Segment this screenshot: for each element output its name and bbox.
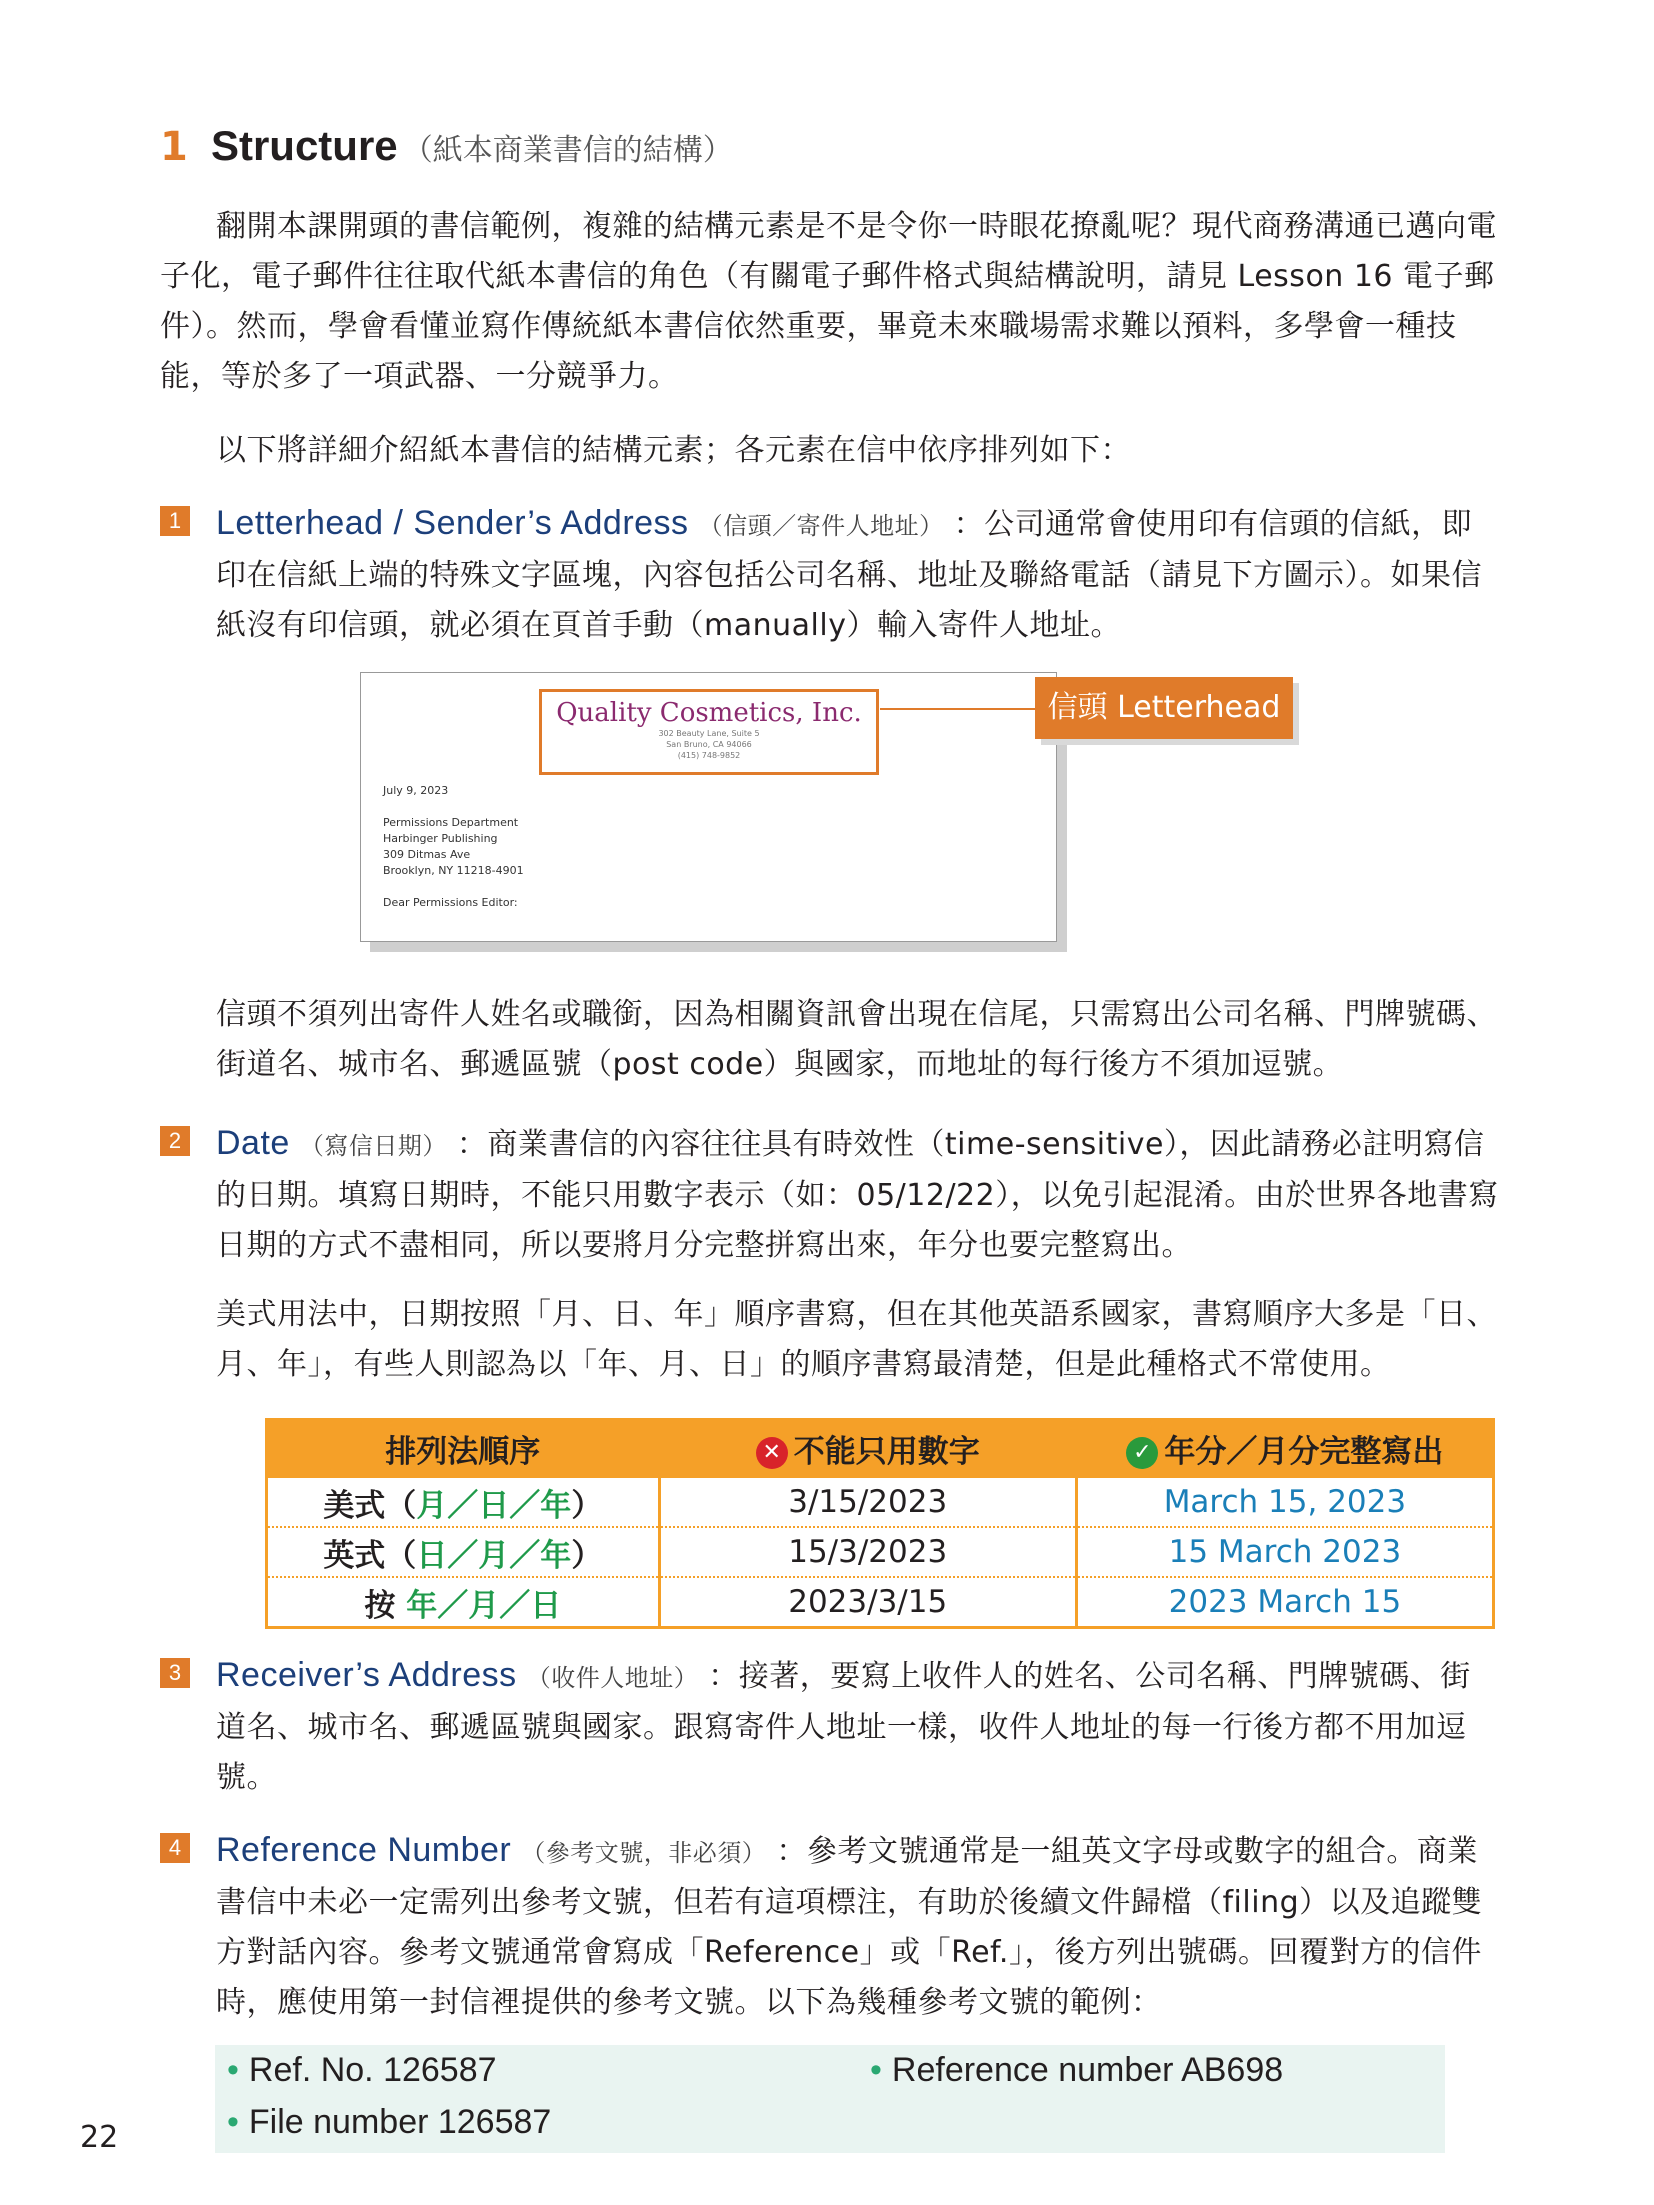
letter-greeting: Dear Permissions Editor:	[383, 896, 518, 909]
item-subtitle: （信頭／寄件人地址）	[698, 512, 944, 540]
format-cell: 按 年／月／日	[267, 1577, 660, 1628]
reference-examples	[215, 2045, 1445, 2153]
letterhead-address-2: San Bruno, CA 94066	[666, 740, 752, 749]
item-title: Reference Number	[216, 1831, 512, 1869]
format-cell: 英式（日／月／年）	[267, 1527, 660, 1577]
letter-recipient-line: Brooklyn, NY 11218-4901	[383, 864, 524, 877]
item-title: Receiver’s Address	[216, 1656, 517, 1694]
table-row	[267, 1577, 1494, 1628]
intro-paragraph-1: 翻開本課開頭的書信範例，複雜的結構元素是不是令你一時眼花撩亂呢？現代商務溝通已邁向電子化，電子郵件往往取代紙本書信的角色（有關電子郵件格式與結構說明，請見 Lesson 16 電子郵件）。然而，學會看懂並寫作傳統紙本書信依然重要，畢竟未來職場需求難以預料，多學會一種技能，等於多了一項武器、一分競爭力。	[160, 209, 1497, 394]
numeric-cell: 15/3/2023	[659, 1527, 1076, 1577]
list-item: • Reference number AB698	[870, 2051, 1284, 2089]
letter-recipient-line: 309 Ditmas Ave	[383, 848, 471, 861]
list-item: • File number 126587	[227, 2103, 552, 2141]
date-order-note: 美式用法中，日期按照「月、日、年」順序書寫，但在其他英語系國家，書寫順序大多是「日、月、年」，有些人則認為以「年、月、日」的順序書寫最清楚，但是此種格式不常使用。	[216, 1297, 1497, 1382]
letter-date: July 9, 2023	[383, 784, 449, 797]
item-subtitle: （寫信日期）	[299, 1132, 447, 1160]
cross-icon: ✕	[756, 1437, 788, 1469]
letterhead-connector	[880, 708, 1036, 710]
item-receiver-address	[160, 1650, 1500, 1803]
header-order: 排列法順序	[267, 1420, 660, 1477]
full-cell: March 15, 2023	[1076, 1477, 1493, 1528]
letterhead-frame	[539, 689, 879, 775]
letterhead-address-1: 302 Beauty Lane, Suite 5	[658, 729, 760, 738]
item-number-badge: 2	[160, 1126, 190, 1156]
section-title: Structure	[210, 122, 398, 169]
item-title: Date	[216, 1124, 290, 1162]
full-cell: 15 March 2023	[1076, 1527, 1493, 1577]
page-number: 22	[80, 2120, 119, 2155]
item-title: Letterhead / Sender’s Address	[216, 504, 689, 542]
list-item: • Ref. No. 126587	[227, 2051, 497, 2089]
letter-sample	[360, 672, 1057, 942]
table-header-row	[267, 1420, 1494, 1477]
letterhead-phone: (415) 748-9852	[677, 751, 741, 760]
section-heading	[160, 122, 733, 170]
date-format-table	[265, 1418, 1495, 1629]
full-cell: 2023 March 15	[1076, 1577, 1493, 1628]
check-icon: ✓	[1126, 1437, 1158, 1469]
intro-paragraph-2: 以下將詳細介紹紙本書信的結構元素；各元素在信中依序排列如下：	[216, 433, 1131, 468]
item-subtitle: （參考文號，非必須）	[521, 1839, 767, 1867]
format-cell: 美式（月／日／年）	[267, 1477, 660, 1528]
item-date	[160, 1118, 1500, 1271]
section-subtitle: （紙本商業書信的結構）	[402, 133, 733, 168]
item-text: ：接著，要寫上收件人的姓名、公司名稱、門牌號碼、街道名、城市名、郵遞區號與國家。跟寫寄件人地址一樣，收件人地址的每一行後方都不用加逗號。	[216, 1659, 1471, 1795]
header-numeric: ✕ 不能只用數字	[659, 1420, 1076, 1477]
item-text: ：公司通常會使用印有信頭的信紙，即印在信紙上端的特殊文字區塊，內容包括公司名稱、地址及聯絡電話（請見下方圖示）。如果信紙沒有印信頭，就必須在頁首手動（manually）輸入寄件人地址。	[216, 507, 1482, 643]
item-letterhead	[160, 498, 1500, 651]
letter-body	[383, 783, 524, 911]
item-reference-number	[160, 1825, 1500, 2028]
item-number-badge: 4	[160, 1833, 190, 1863]
item-subtitle: （收件人地址）	[526, 1664, 699, 1692]
item-text: ：商業書信的內容往往具有時效性（time-sensitive），因此請務必註明寫信的日期。填寫日期時，不能只用數字表示（如：05/12/22），以免引起混淆。由於世界各地書寫日期的方式不盡相同，所以要將月分完整拼寫出來，年分也要完整寫出。	[216, 1127, 1499, 1263]
item-number-badge: 3	[160, 1658, 190, 1688]
letterhead-label: 信頭 Letterhead	[1035, 677, 1293, 739]
numeric-cell: 2023/3/15	[659, 1577, 1076, 1628]
item-text: ：參考文號通常是一組英文字母或數字的組合。商業書信中未必一定需列出參考文號，但若有這項標注，有助於後續文件歸檔（filing）以及追蹤雙方對話內容。參考文號通常會寫成「Reference」或「Ref.」，後方列出號碼。回覆對方的信件時，應使用第一封信裡提供的參考文號。以下為幾種參考文號的範例：	[216, 1834, 1483, 2020]
letter-recipient-line: Harbinger Publishing	[383, 832, 498, 845]
header-full: ✓ 年分／月分完整寫出	[1076, 1420, 1493, 1477]
numeric-cell: 3/15/2023	[659, 1477, 1076, 1528]
table-row	[267, 1477, 1494, 1528]
letter-recipient-line: Permissions Department	[383, 816, 519, 829]
table-row	[267, 1527, 1494, 1577]
section-number: 1	[160, 124, 188, 170]
letterhead-note: 信頭不須列出寄件人姓名或職銜，因為相關資訊會出現在信尾，只需寫出公司名稱、門牌號碼、街道名、城市名、郵遞區號（post code）與國家，而地址的每行後方不須加逗號。	[216, 997, 1497, 1082]
letterhead-company: Quality Cosmetics, Inc.	[556, 698, 862, 728]
item-number-badge: 1	[160, 506, 190, 536]
